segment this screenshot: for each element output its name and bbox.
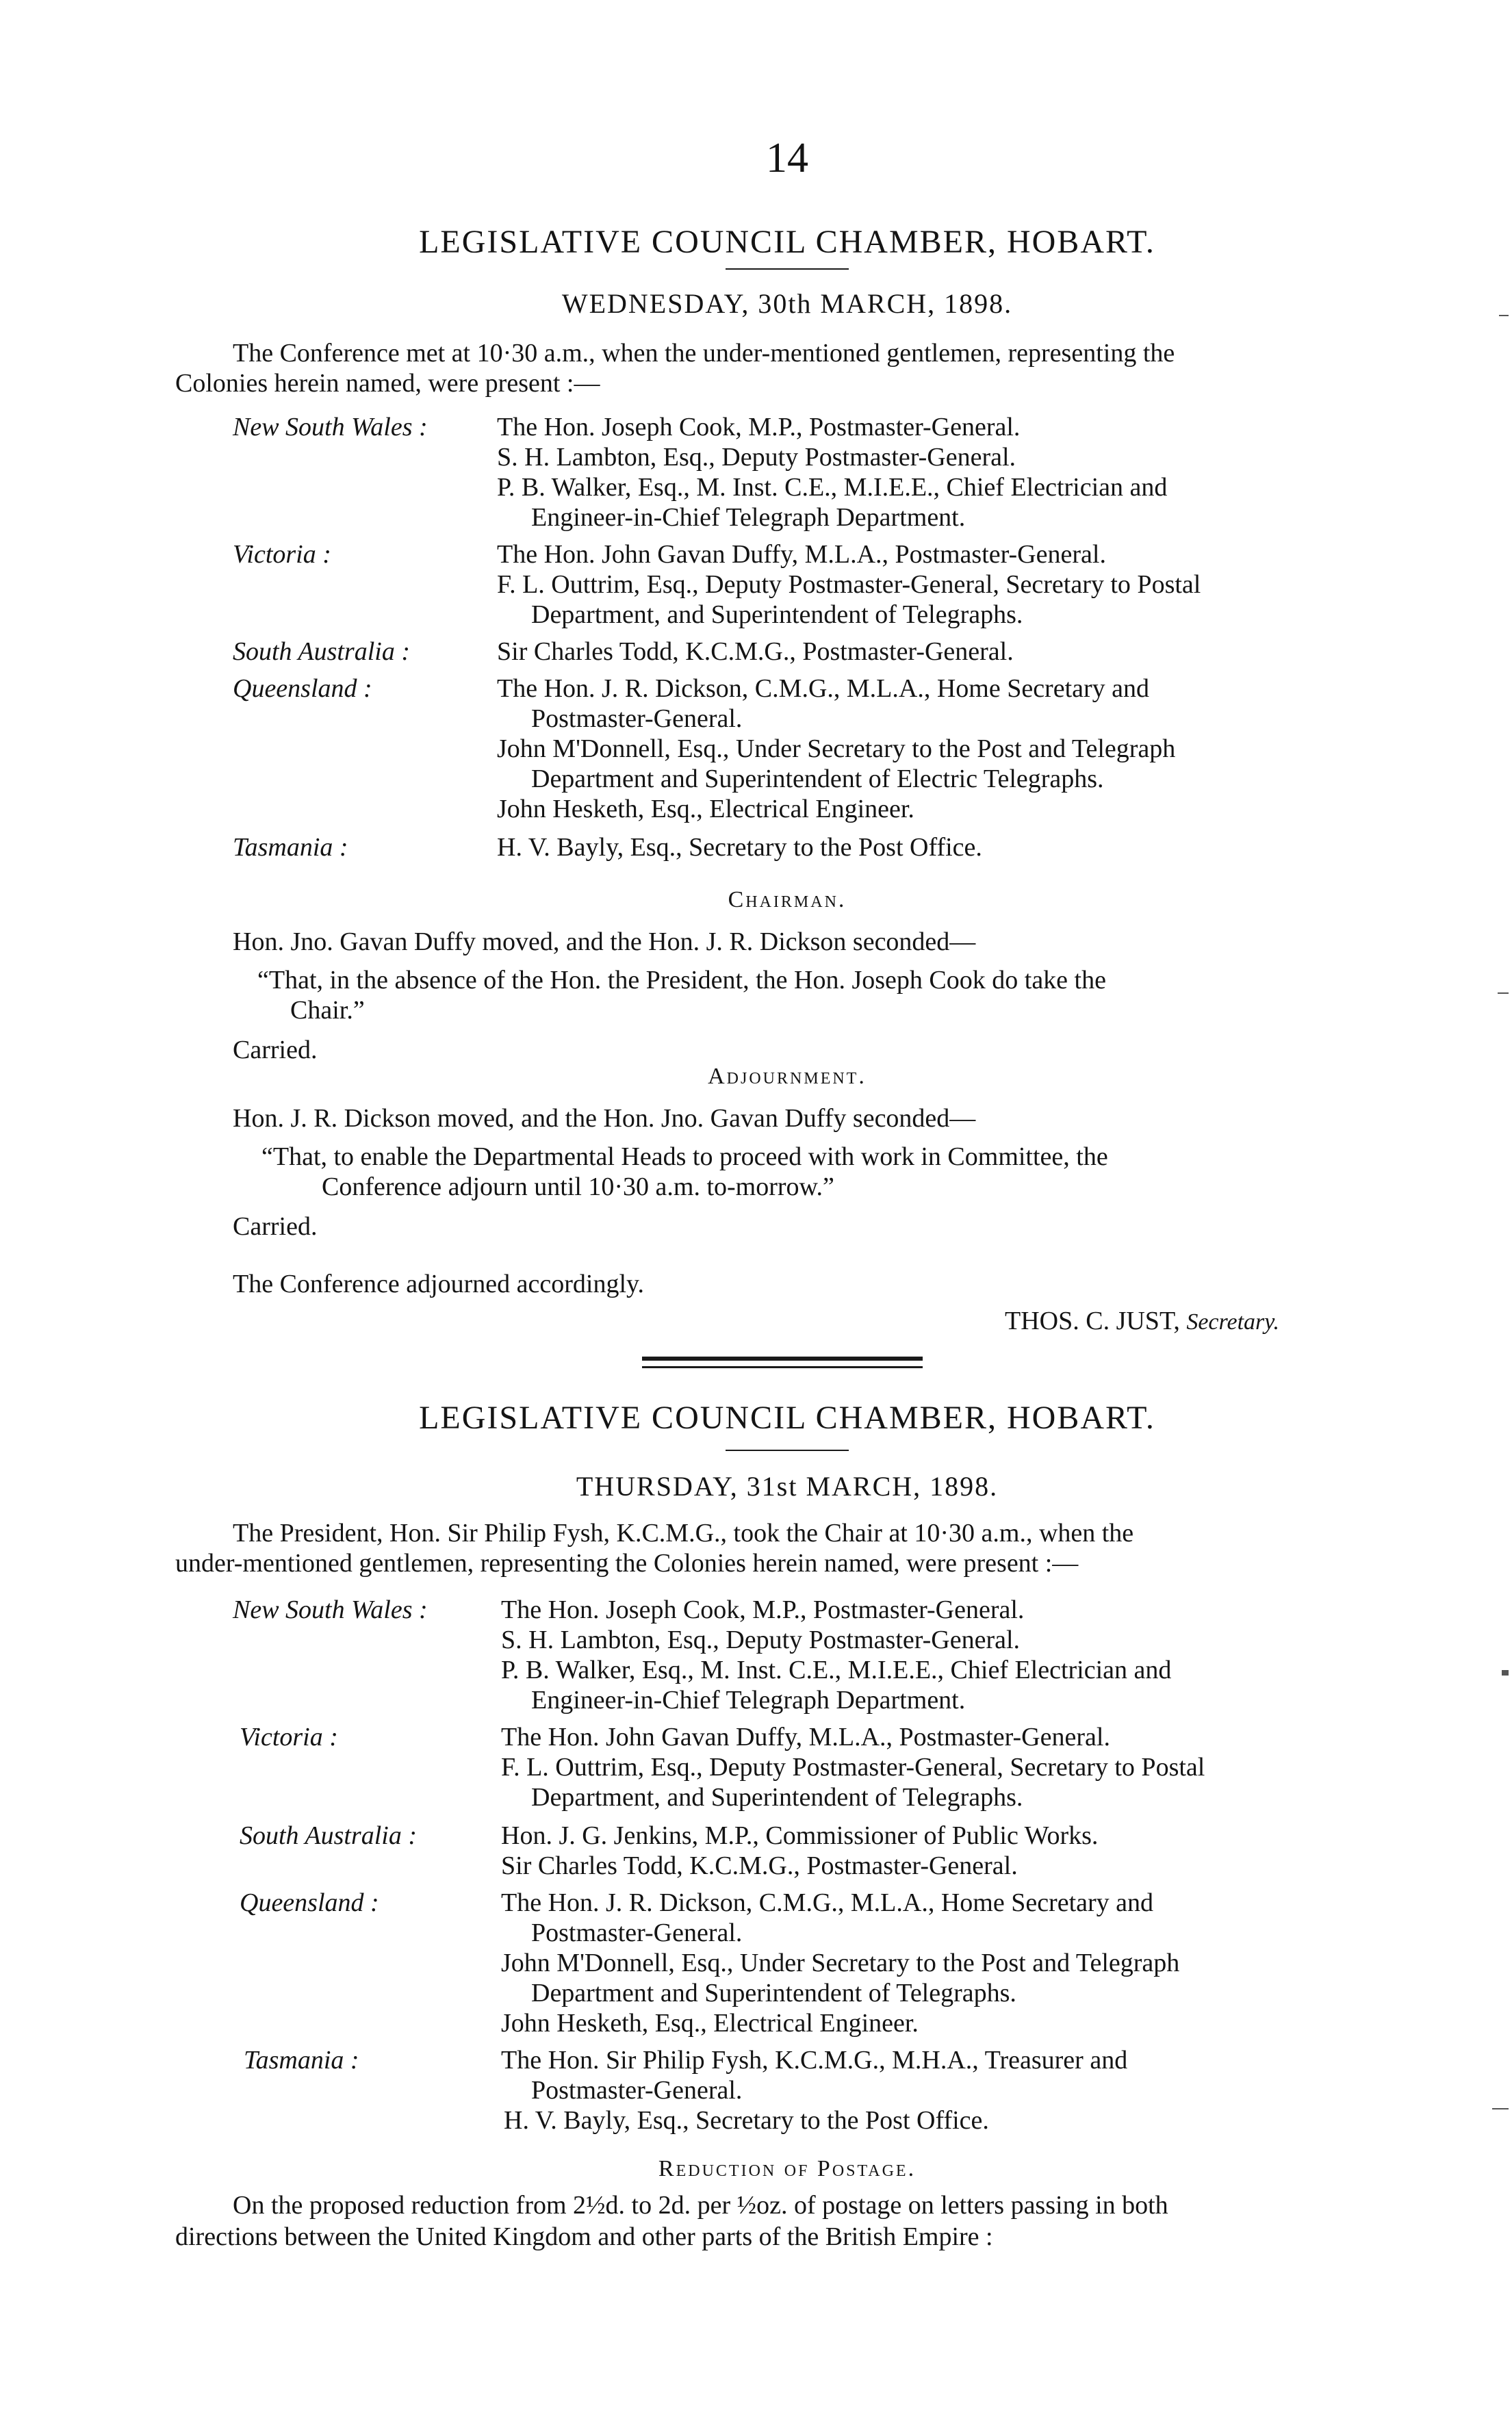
section2-colony-qld: Queensland : xyxy=(240,1888,379,1917)
section1-adjournment-heading: Adjournment. xyxy=(708,1064,867,1089)
section2-reduction-heading: Reduction of Postage. xyxy=(658,2156,917,2181)
margin-mark xyxy=(1502,1670,1509,1676)
section2-intro-line1: The President, Hon. Sir Philip Fysh, K.C.M.G., took the Chair at 10·30 a.m., when the xyxy=(233,1519,1134,1548)
section2-qld-line1: The Hon. J. R. Dickson, C.M.G., M.L.A., Home Secretary and xyxy=(501,1888,1154,1917)
section1-colony-tas: Tasmania : xyxy=(233,833,348,862)
section2-colony-nsw: New South Wales : xyxy=(233,1595,428,1624)
margin-mark xyxy=(1499,315,1509,316)
section1-chairman-motion: Hon. Jno. Gavan Duffy moved, and the Hon. J. R. Dickson seconded— xyxy=(233,927,976,956)
section-separator-thin xyxy=(642,1366,923,1368)
section1-colony-nsw: New South Wales : xyxy=(233,413,428,441)
section1-heading: LEGISLATIVE COUNCIL CHAMBER, HOBART. xyxy=(419,224,1155,260)
section2-qld-line3: John M'Donnell, Esq., Under Secretary to the Post and Telegraph xyxy=(501,1949,1180,1977)
section1-carried-2: Carried. xyxy=(233,1212,318,1241)
section2-tas-line1: The Hon. Sir Philip Fysh, K.C.M.G., M.H.A., Treasurer and xyxy=(501,2046,1128,2075)
section2-nsw-line3: P. B. Walker, Esq., M. Inst. C.E., M.I.E.E., Chief Electrician and xyxy=(501,1656,1172,1684)
section2-nsw-line2: S. H. Lambton, Esq., Deputy Postmaster-General. xyxy=(501,1626,1021,1654)
section1-nsw-line2: S. H. Lambton, Esq., Deputy Postmaster-General. xyxy=(497,443,1016,472)
section2-tas-line2: Postmaster-General. xyxy=(531,2076,743,2105)
section1-adjournment-motion: Hon. J. R. Dickson moved, and the Hon. Jno. Gavan Duffy seconded— xyxy=(233,1104,976,1133)
section1-qld-line2: Postmaster-General. xyxy=(531,704,743,733)
section1-intro-line2: Colonies herein named, were present :— xyxy=(175,369,600,398)
section1-carried-1: Carried. xyxy=(233,1036,318,1064)
section1-adjournment-quote-line1: “That, to enable the Departmental Heads to proceed with work in Committee, the xyxy=(261,1142,1108,1171)
signature-name: THOS. C. JUST, xyxy=(1005,1307,1180,1335)
section2-qld-line2: Postmaster-General. xyxy=(531,1919,743,1947)
section1-qld-line5: John Hesketh, Esq., Electrical Engineer. xyxy=(497,795,914,823)
section1-colony-qld: Queensland : xyxy=(233,674,372,703)
section1-victoria-line3: Department, and Superintendent of Telegraphs. xyxy=(531,600,1023,629)
section2-colony-sa: South Australia : xyxy=(240,1821,417,1850)
section1-colony-victoria: Victoria : xyxy=(233,540,331,569)
section1-sa-line1: Sir Charles Todd, K.C.M.G., Postmaster-General. xyxy=(497,637,1014,666)
section1-qld-line1: The Hon. J. R. Dickson, C.M.G., M.L.A., Home Secretary and xyxy=(497,674,1150,703)
section-separator-thick xyxy=(642,1357,923,1361)
section1-date: WEDNESDAY, 30th MARCH, 1898. xyxy=(561,288,1013,319)
section1-chairman-quote-line2: Chair.” xyxy=(290,996,365,1025)
section1-signature xyxy=(1005,1306,1279,1337)
signature-title: Secretary. xyxy=(1186,1309,1279,1335)
margin-mark xyxy=(1492,2108,1509,2109)
section1-qld-line4: Department and Superintendent of Electric Telegraphs. xyxy=(531,765,1104,793)
section2-reduction-line1: On the proposed reduction from 2½d. to 2d. per ½oz. of postage on letters passing in both xyxy=(233,2191,1168,2220)
section2-nsw-line1: The Hon. Joseph Cook, M.P., Postmaster-General. xyxy=(501,1595,1025,1624)
section1-intro-line1: The Conference met at 10·30 a.m., when the under-mentioned gentlemen, representing the xyxy=(233,339,1175,368)
page-number: 14 xyxy=(766,135,808,181)
section2-reduction-line2: directions between the United Kingdom and other parts of the British Empire : xyxy=(175,2222,993,2251)
section2-sa-line1: Hon. J. G. Jenkins, M.P., Commissioner of Public Works. xyxy=(501,1821,1099,1850)
section2-heading: LEGISLATIVE COUNCIL CHAMBER, HOBART. xyxy=(419,1400,1155,1436)
section1-adjournment-quote-line2: Conference adjourn until 10·30 a.m. to-morrow.” xyxy=(322,1172,834,1201)
section1-tas-line1: H. V. Bayly, Esq., Secretary to the Post Office. xyxy=(497,833,982,862)
section2-sa-line2: Sir Charles Todd, K.C.M.G., Postmaster-General. xyxy=(501,1851,1018,1880)
section2-qld-line5: John Hesketh, Esq., Electrical Engineer. xyxy=(501,2009,919,2038)
section1-qld-line3: John M'Donnell, Esq., Under Secretary to the Post and Telegraph xyxy=(497,734,1176,763)
section1-chairman-quote-line1: “That, in the absence of the Hon. the President, the Hon. Joseph Cook do take the xyxy=(257,966,1106,995)
section2-colony-victoria: Victoria : xyxy=(240,1723,338,1752)
section1-nsw-line1: The Hon. Joseph Cook, M.P., Postmaster-General. xyxy=(497,413,1021,441)
section2-colony-tas: Tasmania : xyxy=(244,2046,359,2075)
section1-victoria-line2: F. L. Outtrim, Esq., Deputy Postmaster-General, Secretary to Postal xyxy=(497,570,1201,599)
section2-tas-line3: H. V. Bayly, Esq., Secretary to the Post Office. xyxy=(504,2106,989,2135)
section2-victoria-line2: F. L. Outtrim, Esq., Deputy Postmaster-General, Secretary to Postal xyxy=(501,1753,1205,1782)
section1-colony-sa: South Australia : xyxy=(233,637,410,666)
section1-heading-rule xyxy=(726,268,849,270)
section2-date: THURSDAY, 31st MARCH, 1898. xyxy=(576,1471,999,1502)
section2-heading-rule xyxy=(726,1450,849,1451)
section2-intro-line2: under-mentioned gentlemen, representing the Colonies herein named, were present :— xyxy=(175,1549,1079,1578)
margin-mark xyxy=(1498,992,1509,994)
section1-nsw-line4: Engineer-in-Chief Telegraph Department. xyxy=(531,503,966,532)
section2-victoria-line3: Department, and Superintendent of Telegraphs. xyxy=(531,1783,1023,1812)
section2-victoria-line1: The Hon. John Gavan Duffy, M.L.A., Postmaster-General. xyxy=(501,1723,1110,1752)
section1-chairman-heading: Chairman. xyxy=(728,887,847,912)
section1-victoria-line1: The Hon. John Gavan Duffy, M.L.A., Postmaster-General. xyxy=(497,540,1106,569)
section1-nsw-line3: P. B. Walker, Esq., M. Inst. C.E., M.I.E.E., Chief Electrician and xyxy=(497,473,1168,502)
section2-nsw-line4: Engineer-in-Chief Telegraph Department. xyxy=(531,1686,966,1715)
section2-qld-line4: Department and Superintendent of Telegraphs. xyxy=(531,1979,1016,2007)
section1-adjourned-note: The Conference adjourned accordingly. xyxy=(233,1270,645,1298)
